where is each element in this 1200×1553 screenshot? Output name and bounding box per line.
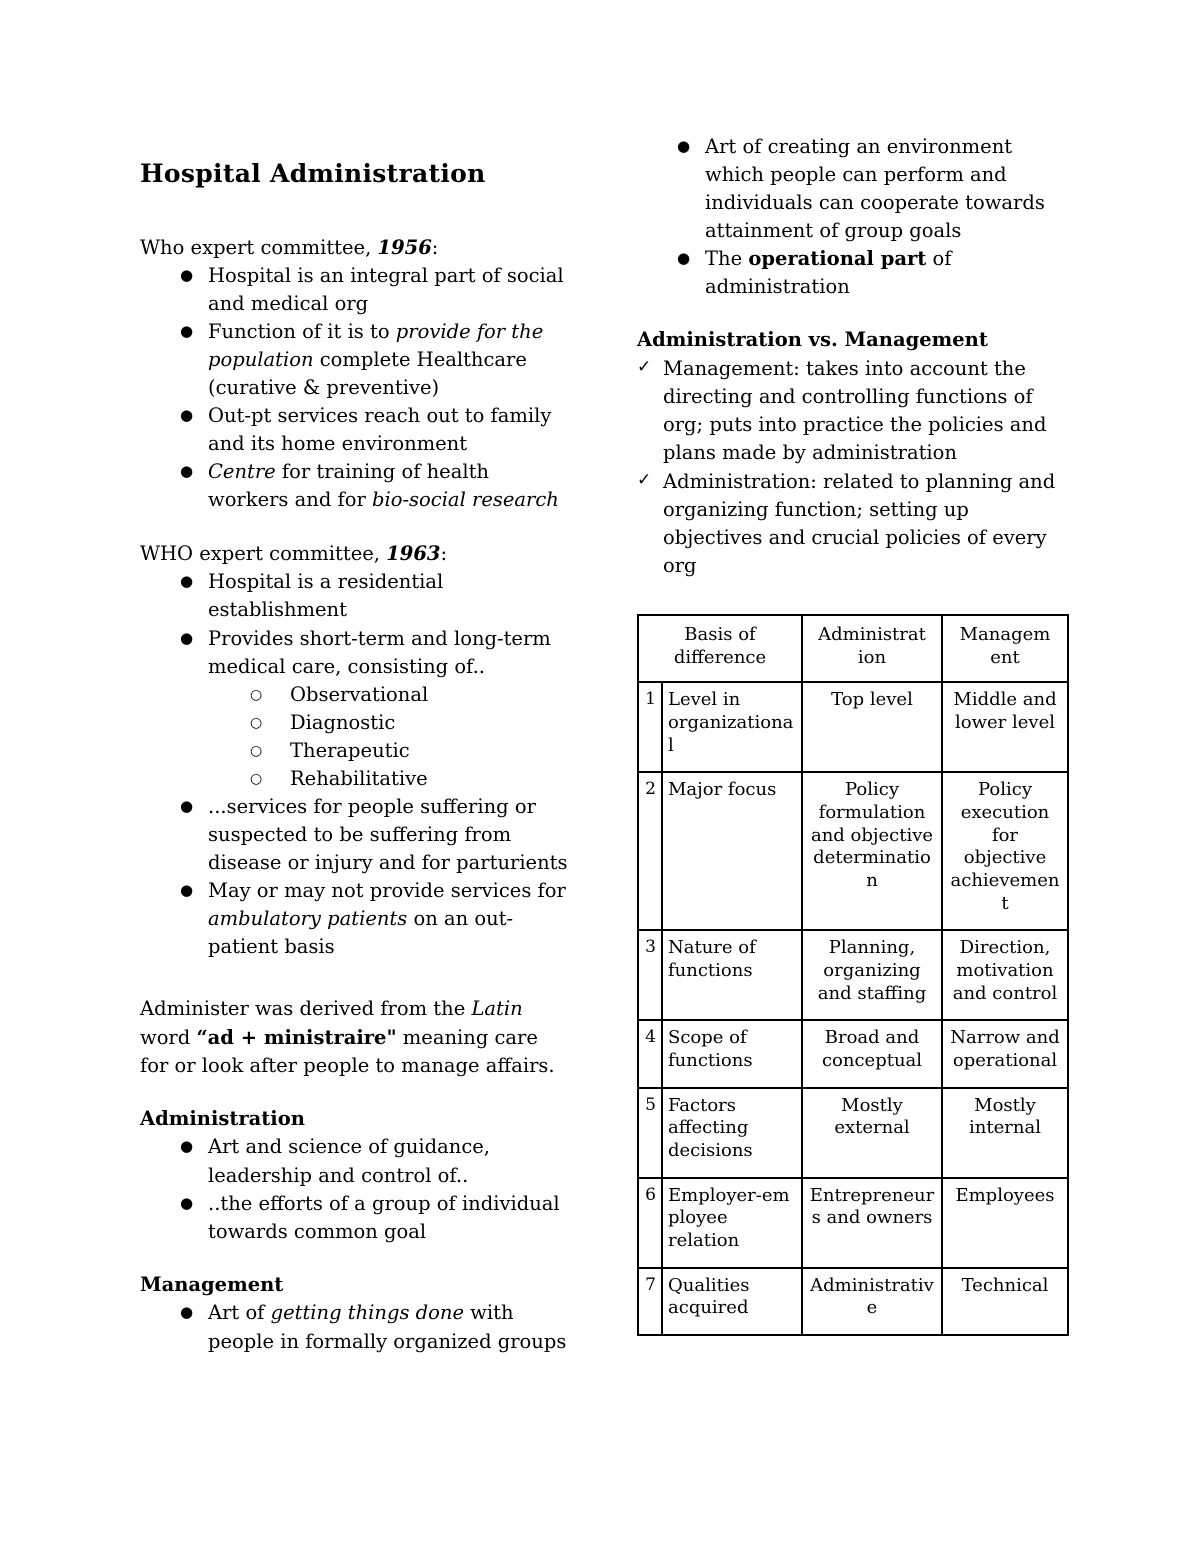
emphasis-text: Centre [208, 460, 276, 484]
list-item-text [208, 570, 443, 621]
list-item [140, 402, 572, 458]
comparison-table-body [638, 682, 1068, 1335]
strong-text: operational part [748, 247, 927, 271]
check-icon: ✓ [637, 469, 652, 490]
bullet-icon: ● [180, 572, 194, 591]
plain-text: Rehabilitative [290, 766, 428, 790]
list-item [140, 737, 572, 765]
plain-text: May or may not provide services for [208, 879, 566, 903]
table-row [638, 772, 1068, 930]
table-cell-basis: Nature of functions [662, 930, 802, 1020]
table-row [638, 1088, 1068, 1178]
latin-word: Latin [471, 997, 523, 1021]
plain-text: Art of creating an environment which people can perform and individuals can cooperate towards attainment of group goals [705, 135, 1045, 243]
bullet-icon: ● [180, 462, 194, 481]
table-row [638, 1178, 1068, 1268]
list-item [140, 568, 572, 624]
plain-text: Function of it is to [208, 319, 396, 343]
table-header-row [638, 615, 1068, 682]
table-cell-management: Technical [942, 1268, 1068, 1335]
list-item [140, 765, 572, 793]
sub-bullet-icon: ○ [250, 742, 263, 759]
table-row [638, 1268, 1068, 1335]
table-cell-index: 4 [638, 1020, 662, 1087]
who-1963-list-before [140, 568, 572, 680]
who-1963-lead-prefix: WHO expert committee, [140, 542, 387, 566]
list-item [140, 793, 572, 877]
who-1956-lead-suffix: : [431, 235, 439, 259]
list-item [140, 681, 572, 709]
plain-text: complete Healthcare (curative & preventive) [208, 347, 527, 399]
table-cell-management: Employees [942, 1178, 1068, 1268]
emphasis-text: provide for the population [208, 319, 544, 371]
plain-text: Therapeutic [290, 738, 410, 762]
list-item-text [290, 739, 410, 762]
who-1963-lead [140, 540, 572, 568]
list-item-text [290, 767, 428, 790]
plain-text: for training of health workers and for [208, 460, 489, 512]
list-item-text [705, 135, 1045, 242]
table-header-cell: Administrat ion [802, 615, 942, 682]
bullet-icon: ● [677, 137, 691, 155]
admin-vs-management-checklist [637, 355, 1069, 580]
table-cell-administration: Top level [802, 682, 942, 772]
list-item [140, 318, 572, 402]
check-list-item-text: Administration: related to planning and organizing function; setting up objectives and crucial policies of every org [663, 469, 1056, 577]
check-list-item [637, 468, 1069, 580]
administration-list [140, 1133, 572, 1245]
list-item-text [208, 320, 543, 399]
plain-text: on an out-patient basis [208, 907, 514, 959]
emphasis-text: getting things done [270, 1301, 464, 1325]
bullet-icon: ● [180, 405, 194, 424]
left-column [140, 160, 572, 1356]
bullet-icon: ● [180, 1303, 194, 1322]
sub-bullet-icon: ○ [250, 714, 263, 731]
list-item-text [208, 627, 551, 678]
plain-text: Provides short-term and long-term medical care, consisting of.. [208, 626, 551, 678]
who-1956-year: 1956 [377, 235, 432, 259]
who-1963-list-after [140, 793, 572, 961]
sub-bullet-icon: ○ [250, 686, 263, 703]
comparison-table [637, 614, 1069, 1336]
table-cell-administration: Mostly external [802, 1088, 942, 1178]
list-item [140, 458, 572, 514]
emphasis-text: bio-social research [371, 488, 559, 512]
check-list-item [637, 355, 1069, 467]
table-header-cell: Managem ent [942, 615, 1068, 682]
table-cell-administration: Broad and conceptual [802, 1020, 942, 1087]
administer-origin-paragraph [140, 995, 572, 1079]
table-cell-basis: Level in organizationa l [662, 682, 802, 772]
table-cell-index: 1 [638, 682, 662, 772]
list-item-text [208, 1135, 490, 1186]
who-1963-lead-suffix: : [440, 542, 448, 566]
who-1956-lead-prefix: Who expert committee, [140, 235, 378, 259]
who-1963-sublist [140, 681, 572, 793]
list-item-text [208, 1192, 560, 1243]
bullet-icon: ● [677, 249, 691, 268]
table-cell-management: Mostly internal [942, 1088, 1068, 1178]
administer-text-2: word [140, 1025, 197, 1049]
management-continued-list [637, 133, 1069, 301]
plain-text: Art and science of guidance, leadership and control of.. [208, 1135, 490, 1187]
management-heading: Management [140, 1272, 284, 1296]
list-item [637, 245, 1069, 301]
table-row [638, 1020, 1068, 1087]
table-cell-basis: Employer-em ployee relation [662, 1178, 802, 1268]
list-item [140, 262, 572, 318]
table-cell-index: 3 [638, 930, 662, 1020]
who-1956-list [140, 262, 572, 515]
table-cell-management: Direction, motivation and control [942, 930, 1068, 1020]
bullet-icon: ● [180, 881, 194, 900]
list-item [140, 625, 572, 681]
list-item-text [290, 711, 395, 734]
who-1963-year: 1963 [386, 542, 441, 566]
list-item-text [208, 404, 551, 455]
table-cell-administration: Policy formulation and objective determinatio n [802, 772, 942, 930]
table-cell-index: 7 [638, 1268, 662, 1335]
plain-text: Hospital is an integral part of social and medical org [208, 263, 564, 315]
table-row [638, 682, 1068, 772]
plain-text: Hospital is a residential establishment [208, 570, 444, 622]
emphasis-text: ambulatory patients [208, 907, 408, 931]
table-cell-index: 6 [638, 1178, 662, 1268]
plain-text: ...services for people suffering or suspected to be suffering from disease or injury and for parturients [208, 794, 568, 875]
list-item-text [290, 683, 428, 706]
bullet-icon: ● [180, 628, 194, 647]
plain-text: Observational [290, 682, 429, 706]
management-list [140, 1299, 572, 1355]
plain-text: Out-pt services reach out to family and its home environment [208, 403, 552, 456]
administer-text-3: meaning care for or look after people to manage affairs. [140, 1025, 555, 1077]
comparison-table-wrapper [637, 614, 1067, 1336]
bullet-icon: ● [180, 265, 194, 284]
table-header-cell: Basis of difference [638, 615, 802, 682]
sub-bullet-icon: ○ [250, 770, 263, 787]
bullet-icon: ● [180, 321, 194, 340]
plain-text: of administration [705, 247, 952, 299]
list-item [140, 877, 572, 961]
table-cell-basis: Scope of functions [662, 1020, 802, 1087]
plain-text: ..the efforts of a group of individual towards common goal [208, 1191, 560, 1243]
table-cell-index: 5 [638, 1088, 662, 1178]
table-cell-administration: Entrepreneur s and owners [802, 1178, 942, 1268]
list-item [140, 709, 572, 737]
table-cell-basis: Qualities acquired [662, 1268, 802, 1335]
table-cell-management: Narrow and operational [942, 1020, 1068, 1087]
list-item-text [705, 247, 951, 298]
table-cell-management: Policy execution for objective achievemen t [942, 772, 1068, 930]
list-item-text [208, 264, 564, 315]
list-item-text [208, 460, 559, 511]
list-item-text [208, 1301, 566, 1352]
list-item-text [208, 879, 566, 958]
page-title: Hospital Administration [140, 159, 486, 188]
list-item-text [208, 795, 568, 874]
list-item [140, 1299, 572, 1355]
administer-text-1: Administer was derived from the [140, 997, 472, 1021]
admin-vs-management-heading: Administration vs. Management [637, 328, 988, 352]
ad-ministraire-term: “ad + ministraire" [196, 1025, 397, 1049]
plain-text: Art of [208, 1301, 271, 1325]
check-list-item-text: Management: takes into account the directing and controlling functions of org; puts into practice the policies and plans made by administration [663, 357, 1047, 465]
plain-text: The [705, 247, 749, 271]
administration-heading: Administration [140, 1106, 305, 1130]
table-cell-basis: Major focus [662, 772, 802, 930]
table-cell-index: 2 [638, 772, 662, 930]
list-item [637, 133, 1069, 245]
bullet-icon: ● [180, 796, 194, 815]
check-icon: ✓ [637, 357, 652, 378]
right-column [637, 133, 1069, 1336]
table-cell-administration: Planning, organizing and staffing [802, 930, 942, 1020]
who-1956-lead [140, 234, 572, 262]
bullet-icon: ● [180, 1137, 194, 1156]
table-cell-management: Middle and lower level [942, 682, 1068, 772]
table-row [638, 930, 1068, 1020]
table-cell-basis: Factors affecting decisions [662, 1088, 802, 1178]
plain-text: with people in formally organized groups [208, 1301, 567, 1353]
table-cell-administration: Administrativ e [802, 1268, 942, 1335]
list-item [140, 1133, 572, 1189]
comparison-table-head [638, 615, 1068, 682]
list-item [140, 1190, 572, 1246]
bullet-icon: ● [180, 1193, 194, 1212]
plain-text: Diagnostic [290, 710, 396, 734]
